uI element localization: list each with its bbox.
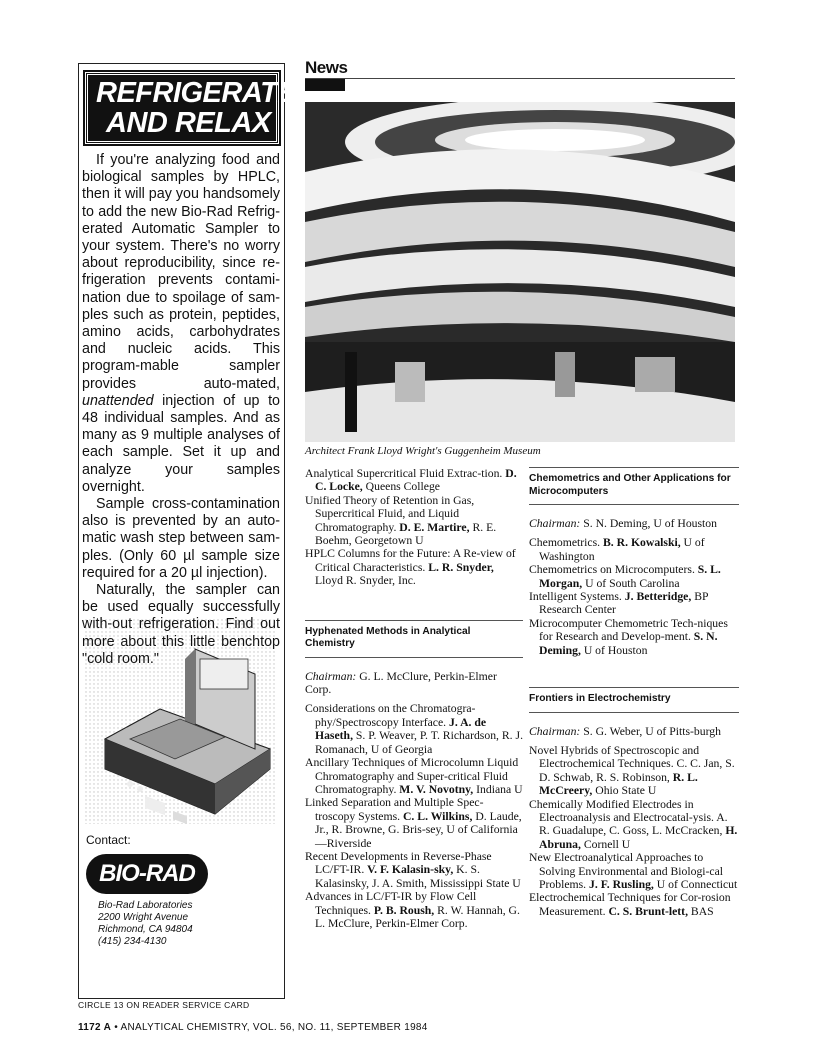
session-chairman: Chairman: S. N. Deming, U of Houston (529, 517, 717, 530)
advertisement (78, 63, 297, 999)
ad-body-text (82, 152, 280, 668)
ad-paragraph: Naturally, the sampler can be used equally successfully with-out refrigeration. Find out more about this little benchtop "cold room." (82, 582, 280, 667)
address-line: Bio-Rad Laboratories (98, 900, 193, 911)
logo-text: BIO-RAD (99, 860, 195, 887)
program-entry: Chemometrics. B. R. Kowalski, U of Washington (529, 536, 705, 563)
program-entry: Unified Theory of Retention in Gas, Supercritical Fluid, and Liquid Chromatography. D. E. Martire, R. E. Boehm, Georgetown U (305, 493, 497, 548)
page-footer: 1172 A • ANALYTICAL CHEMISTRY, VOL. 56, NO. 11, SEPTEMBER 1984 (78, 1022, 428, 1033)
ad-emphasis: unattended (82, 392, 154, 409)
program-entry: Linked Separation and Multiple Spec-troscopy Systems. C. L. Wilkins, D. Laude, Jr., R. Browne, G. Bris-sey, U of California—Riverside (305, 796, 522, 850)
guggenheim-museum-photo (305, 102, 735, 442)
program-entry: HPLC Columns for the Future: A Re-view of Critical Characteristics. L. R. Snyder, Lloyd R. Snyder, Inc. (305, 547, 516, 588)
session-title: Chemometrics and Other Applications for Microcomputers (529, 473, 731, 497)
session-title: Frontiers in Electrochemistry (529, 693, 671, 705)
address-line: 2200 Wright Avenue (98, 912, 189, 923)
ad-headline-line2: AND RELAX (106, 107, 271, 139)
sampler-product-photo (85, 619, 277, 824)
program-entry: Microcomputer Chemometric Tech-niques for Research and Develop-ment. S. N. Deming, U of Houston (529, 616, 728, 657)
header-block (305, 79, 345, 91)
program-entry: Electrochemical Techniques for Cor-rosion Measurement. C. S. Brunt-lett, BAS (529, 891, 731, 918)
reader-service-note: CIRCLE 13 ON READER SERVICE CARD (78, 1000, 250, 1010)
contact-label: Contact: (86, 833, 131, 847)
program-entry: Ancillary Techniques of Microcolumn Liquid Chromatography and Super-critical Fluid Chromatography. M. V. Novotny, Indiana U (305, 756, 523, 796)
program-entry: Chemometrics on Microcomputers. S. L. Morgan, U of South Carolina (529, 563, 721, 590)
section-title-news: News (305, 58, 348, 77)
journal-citation: ANALYTICAL CHEMISTRY, VOL. 56, NO. 11, SEPTEMBER 1984 (120, 1022, 428, 1033)
ad-headline (85, 72, 297, 144)
program-entry: Chemically Modified Electrodes in Electroanalysis and Electrocatal-ysis. A. R. Guadalupe, C. Goss, L. McCracken, H. Abruna, Cornell U (529, 797, 738, 851)
session-chairman: Chairman: S. G. Weber, U of Pitts-burgh (529, 724, 721, 738)
ad-paragraph: Sample cross-contamination also is prevented by an auto-matic wash step between sam-ples. (Only 60 µl sample size required for a 20 µl injection). (82, 496, 280, 581)
session-chairman: Chairman: G. L. McClure, Perkin-Elmer Corp. (305, 669, 497, 697)
address-line: (415) 234-4130 (98, 936, 167, 947)
program-entry: Considerations on the Chromatogra-phy/Spectroscopy Interface. J. A. de Haseth, S. P. Weaver, P. T. Richardson, R. J. Romanach, U of Georgia (305, 702, 523, 756)
photo-caption: Architect Frank Lloyd Wright's Guggenheim Museum (305, 445, 541, 457)
company-address (98, 900, 193, 948)
program-entry: Advances in LC/FT-IR by Flow Cell Techniques. P. B. Roush, R. W. Hannah, G. L. McClure, Perkin-Elmer Corp. (305, 890, 520, 930)
header-rule (305, 78, 735, 79)
bio-rad-logo (86, 854, 208, 894)
program-entry: Novel Hybrids of Spectroscopic and Electrochemical Techniques. C. C. Jan, S. D. Schwab, R. S. Robinson, R. L. McCreery, Ohio State U (529, 743, 735, 798)
program-column-left (305, 467, 523, 930)
session-title: Hyphenated Methods in Analytical Chemistry (305, 625, 471, 650)
program-entry: Recent Developments in Reverse-Phase LC/FT-IR. V. F. Kalasin-sky, K. S. Kalasinsky, J. A. Smith, Mississippi State U (305, 849, 521, 890)
program-entry: Analytical Supercritical Fluid Extrac-tion. D. C. Locke, Queens College (305, 467, 517, 494)
ad-paragraph: If you're analyzing food and biological samples by HPLC, then it will pay you handsomely to add the new Bio-Rad Refrig-erated Automatic Sampler to your system. There's no worry about reproducibility, since re-frigeration prevents contami-nation due to spoilage of sam-ples such as protein, peptides, amino acids, carbohydrates and nucleic acids. This program-mable sampler provides auto-mated, unattended injection of up to 48 individual samples. And as many as 9 multiple analyses of each sample. Set it up and analyze your samples overnight. (82, 152, 280, 495)
program-entry: Intelligent Systems. J. Betteridge, BP Research Center (529, 590, 709, 617)
program-column-right (529, 467, 739, 918)
address-line: Richmond, CA 94804 (98, 924, 193, 935)
page-number: 1172 A (78, 1022, 112, 1033)
program-entry: New Electroanalytical Approaches to Solving Environmental and Biologi-cal Problems. J. F. Rusling, U of Connecticut (529, 851, 738, 892)
ad-headline-line1: REFRIGERATE (96, 77, 297, 109)
